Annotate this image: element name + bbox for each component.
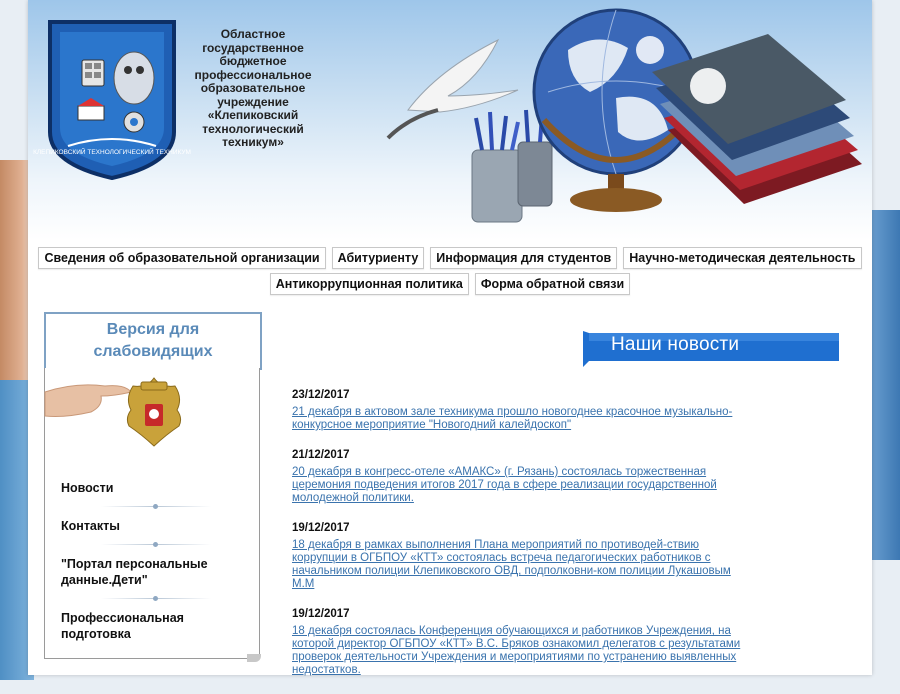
sidebar [44, 368, 260, 659]
news-date: 19/12/2017 [292, 522, 350, 534]
nav-item-anticorruption[interactable]: Антикоррупционная политика [270, 273, 469, 295]
news-item [292, 449, 742, 505]
side-menu-contacts[interactable]: Контакты [61, 519, 120, 533]
emblem-caption: КЛЕПИКОВСКИЙ ТЕХНОЛОГИЧЕСКИЙ ТЕХНИКУМ [33, 149, 191, 156]
news-item [292, 608, 742, 677]
coat-of-arms-icon [119, 374, 189, 450]
news-date: 23/12/2017 [292, 389, 350, 401]
nav-item-organization-info[interactable]: Сведения об образовательной организации [38, 247, 325, 269]
seagull-image [388, 40, 518, 138]
nav-item-applicants[interactable]: Абитуриенту [332, 247, 425, 269]
news-item [292, 389, 742, 432]
main-nav-row-1 [28, 247, 872, 269]
menu-divider [61, 500, 251, 512]
side-menu-personal-data-portal[interactable]: "Портал персональные данные.Дети" [61, 557, 208, 587]
news-item [292, 522, 742, 591]
nav-item-scientific-methodical[interactable]: Научно-методическая деятельность [623, 247, 861, 269]
side-menu-news[interactable]: Новости [61, 481, 114, 495]
side-menu-professional-training[interactable]: Профессиональная подготовка [61, 611, 184, 641]
menu-divider [61, 592, 251, 604]
news-link[interactable]: 18 декабря в рамках выполнения Плана мероприятий по противодей-ствию коррупции в ОГБПОУ «КТТ» состоялась встреча педагогических работников с начальником полиции Клепиковского ОВД, подполковни-ком полиции Лукашовым М.М [292, 539, 731, 590]
nav-item-feedback-form[interactable]: Форма обратной связи [475, 273, 630, 295]
header [28, 0, 872, 240]
news-link[interactable]: 20 декабря в конгресс-отеле «АМАКС» (г. Рязань) состоялась торжественная церемония подведения итогов 2017 года в сфере реализации государственной молодежной политики. [292, 466, 717, 504]
organization-title: Областное государственное бюджетное профессиональное образовательное учреждение «Клепиковский технологический техникум» [194, 27, 312, 149]
news-list [292, 389, 742, 694]
visually-impaired-version-button[interactable]: Версия для слабовидящих [44, 312, 262, 370]
news-date: 19/12/2017 [292, 608, 350, 620]
nav-item-students-info[interactable]: Информация для студентов [430, 247, 617, 269]
news-date: 21/12/2017 [292, 449, 350, 461]
page [28, 0, 872, 675]
header-artwork [368, 0, 872, 240]
news-heading: Наши новости [611, 334, 740, 355]
side-menu [61, 480, 251, 642]
news-link[interactable]: 18 декабря состоялась Конференция обучающихся и работников Учреждения, на которой директор ОГБПОУ «КТТ» В.С. Бряков ознакомил делегатов с результатами проверок деятельности Учреждения и мероприятиями по устранению выявленных недостатков. [292, 625, 741, 676]
college-emblem [33, 14, 191, 182]
pencil-cups-image [472, 110, 552, 222]
menu-divider [61, 538, 251, 550]
news-link[interactable]: 21 декабря в актовом зале техникума прошло новогоднее красочное музыкально-конкурсное мероприятие "Новогодний калейдоскоп" [292, 406, 733, 431]
side-decoration-right [870, 210, 900, 560]
main-nav-row-2 [28, 273, 872, 295]
